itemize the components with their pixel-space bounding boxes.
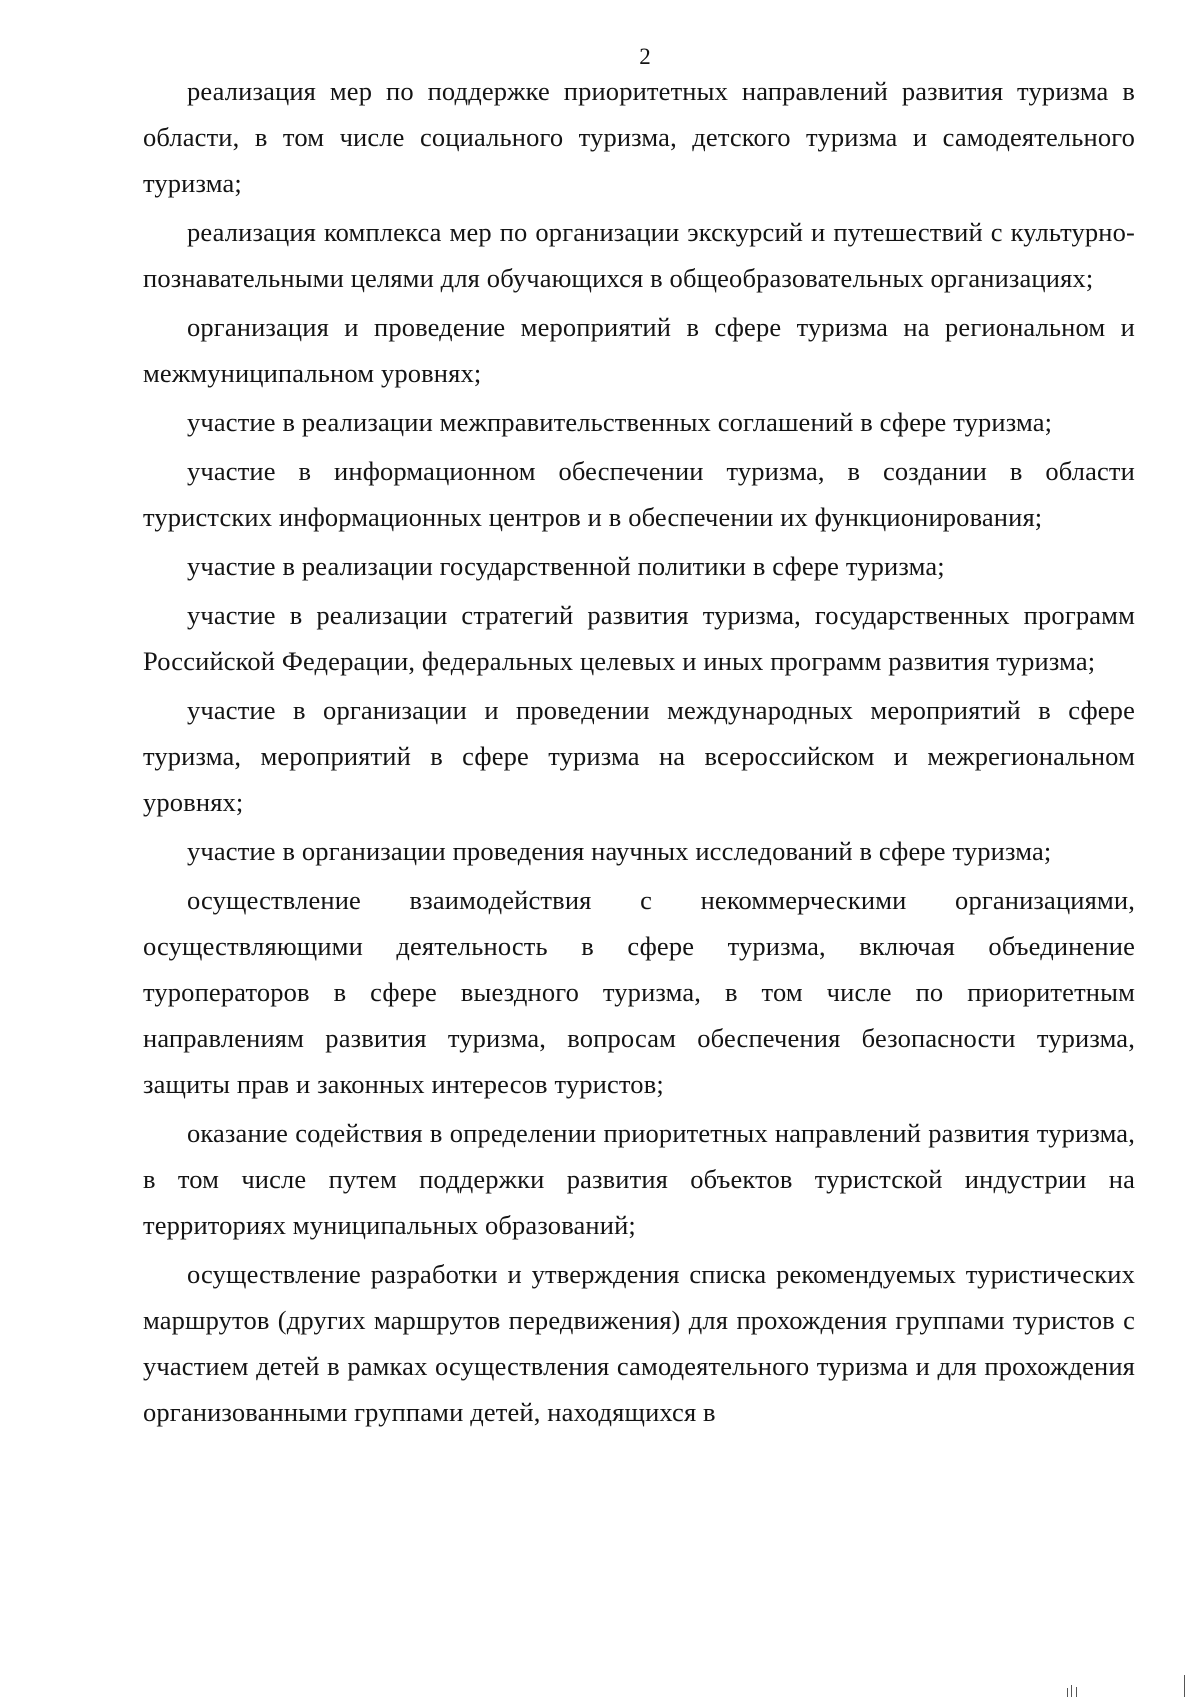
page-number: 2 [639, 44, 651, 69]
paragraph: участие в информационном обеспечении туризма, в создании в области туристских информационных центров и в обеспечении их функционирования; [143, 456, 1135, 532]
scan-mark [1184, 1675, 1185, 1697]
scan-edge-marks [1055, 1672, 1195, 1697]
paragraph: организация и проведение мероприятий в сфере туризма на региональном и межмуниципальном уровнях; [143, 312, 1135, 388]
scan-mark [1067, 1688, 1068, 1697]
paragraph: реализация комплекса мер по организации экскурсий и путешествий с культурно-познавательными целями для обучающихся в общеобразовательных организациях; [143, 217, 1135, 293]
paragraph: осуществление взаимодействия с некоммерческими организациями, осуществляющими деятельность в сфере туризма, включая объединение туроператоров в сфере выездного туризма, в том числе по приоритетным направлениям развития туризма, вопросам обеспечения безопасности туризма, защиты прав и законных интересов туристов; [143, 885, 1135, 1099]
paragraph: осуществление разработки и утверждения списка рекомендуемых туристических маршрутов (других маршрутов передвижения) для прохождения группами туристов с участием детей в рамках осуществления самодеятельного туризма и для прохождения организованными группами детей, находящихся в [143, 1259, 1135, 1427]
paragraph: участие в реализации государственной политики в сфере туризма; [187, 551, 945, 581]
scan-mark [1076, 1687, 1077, 1697]
paragraph: участие в организации и проведении международных мероприятий в сфере туризма, мероприятий в сфере туризма на всероссийском и межрегиональном уровнях; [143, 695, 1135, 817]
scan-mark [1071, 1685, 1072, 1697]
paragraph: оказание содействия в определении приоритетных направлений развития туризма, в том числе путем поддержки развития объектов туристской индустрии на территориях муниципальных образований; [143, 1118, 1135, 1240]
paragraph: участие в организации проведения научных исследований в сфере туризма; [187, 836, 1052, 866]
paragraph: реализация мер по поддержке приоритетных направлений развития туризма в области, в том числе социального туризма, детского туризма и самодеятельного туризма; [143, 76, 1135, 198]
paragraph: участие в реализации межправительственных соглашений в сфере туризма; [187, 407, 1053, 437]
document-body [143, 68, 1135, 1438]
paragraph: участие в реализации стратегий развития туризма, государственных программ Российской Федерации, федеральных целевых и иных программ развития туризма; [143, 600, 1135, 676]
